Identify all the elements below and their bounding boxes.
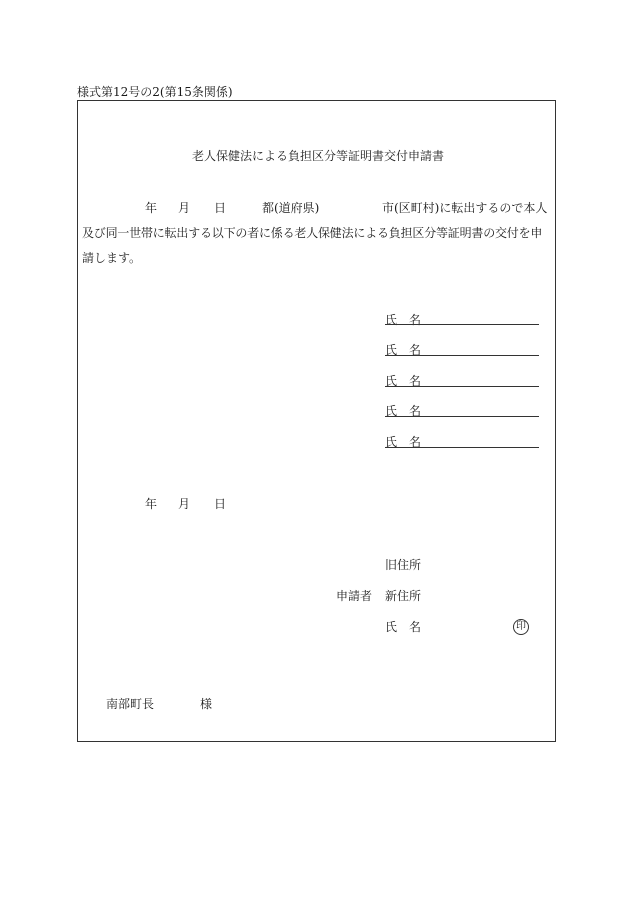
body-year: 年 [145,201,158,215]
new-address-label: 新住所 [385,589,422,603]
applicant-name-mei: 名 [409,620,422,634]
body-day: 日 [214,201,227,215]
name-field-underline [385,447,539,448]
form-border [77,100,556,742]
name-field-shi: 氏 [385,404,398,418]
body-month: 月 [178,201,191,215]
name-field-underline [385,355,539,356]
name-field-mei: 名 [409,313,422,327]
name-field-mei: 名 [409,374,422,388]
body-line1-rest: 市(区町村)に転出するので本人 [382,201,548,215]
body-prefecture: 都(道府県) [262,201,320,215]
date-year[interactable]: 年 [145,497,158,511]
name-field-shi: 氏 [385,313,398,327]
form-number-label: 様式第12号の2(第15条関係) [77,85,233,99]
addressee-name: 南部町長 [106,697,155,711]
applicant-name-shi: 氏 [385,620,398,634]
name-field-shi: 氏 [385,343,398,357]
name-field-mei: 名 [409,343,422,357]
seal-icon: 印 [513,619,529,635]
name-field-underline [385,324,539,325]
form-title: 老人保健法による負担区分等証明書交付申請書 [192,149,445,163]
old-address-label: 旧住所 [385,558,422,572]
addressee-honorific: 様 [200,697,213,711]
body-line3: 請します。 [82,251,142,265]
date-month[interactable]: 月 [178,497,191,511]
name-field-underline [385,386,539,387]
applicant-label: 申請者 [336,589,373,603]
name-field-mei: 名 [409,404,422,418]
body-line2: 及び同一世帯に転出する以下の者に係る老人保健法による負担区分等証明書の交付を申 [82,226,543,240]
date-day[interactable]: 日 [214,497,227,511]
name-field-underline [385,416,539,417]
name-field-shi: 氏 [385,435,398,449]
name-field-shi: 氏 [385,374,398,388]
name-field-mei: 名 [409,435,422,449]
